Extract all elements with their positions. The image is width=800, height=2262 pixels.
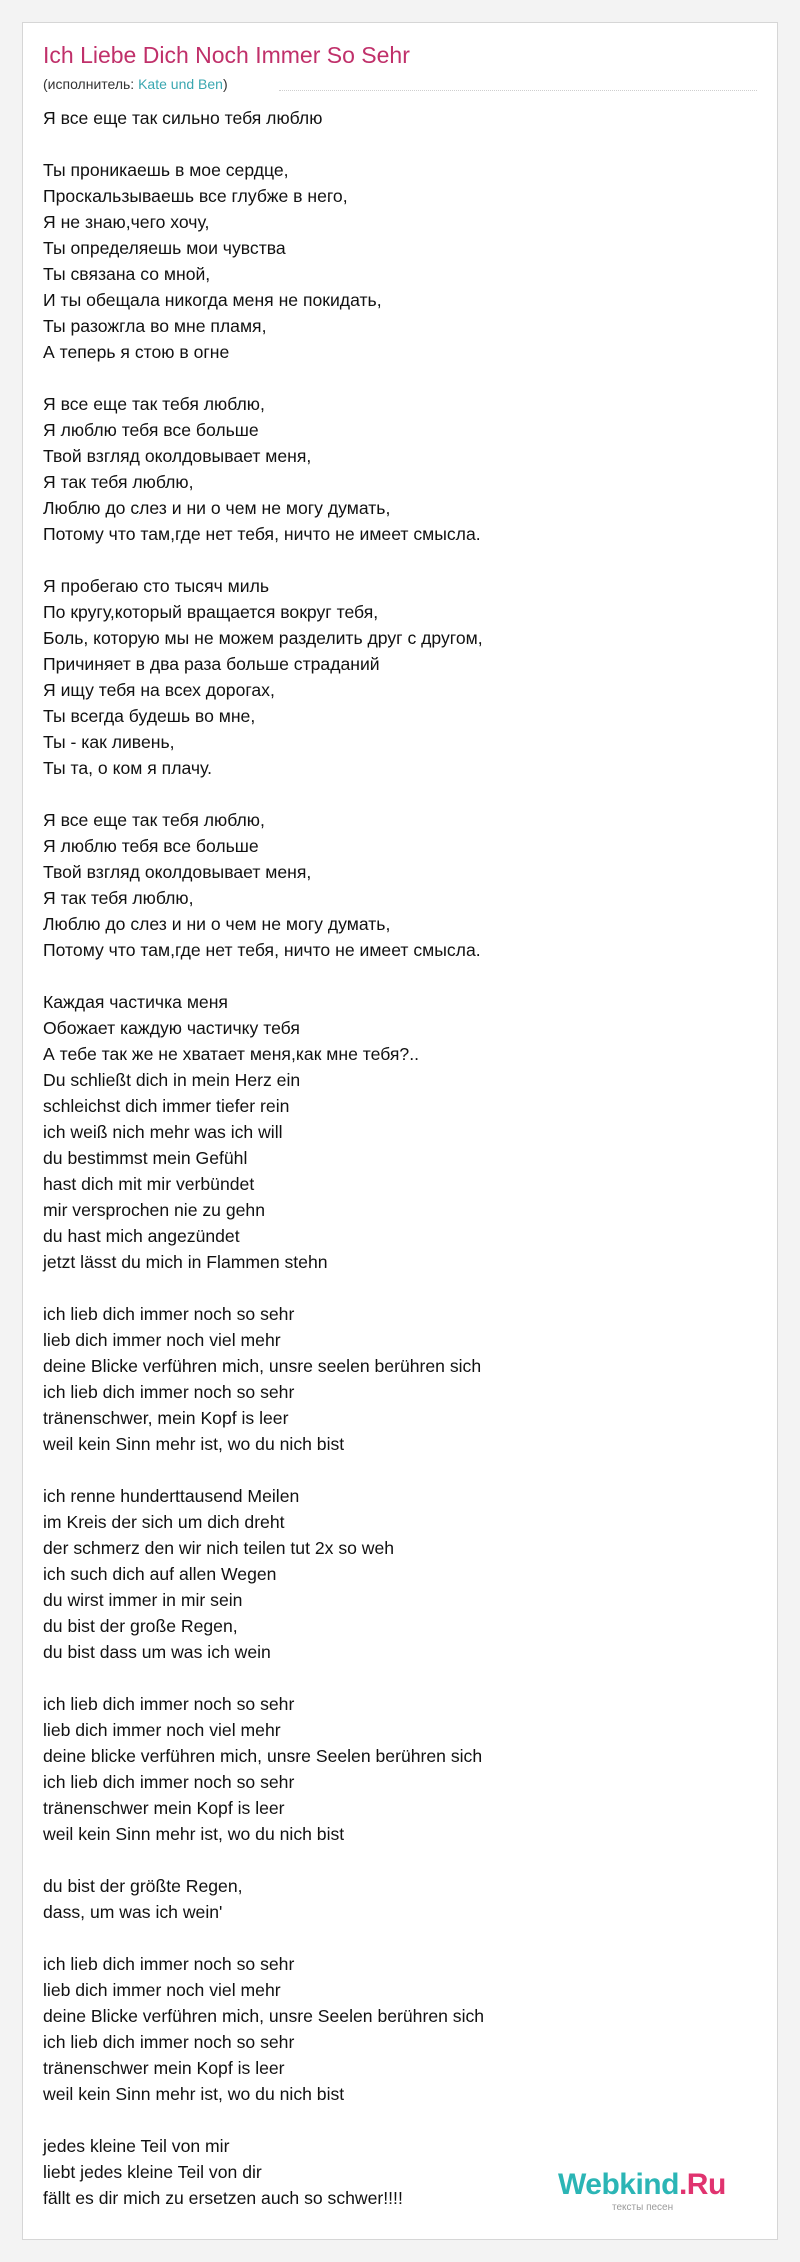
lyric-line: Ты проникаешь в мое сердце, [43,160,289,180]
lyric-line: ich renne hunderttausend Meilen [43,1486,300,1506]
lyric-line: ich lieb dich immer noch so sehr [43,2032,295,2052]
lyric-line: Причиняет в два раза больше страданий [43,654,380,674]
lyric-line: lieb dich immer noch viel mehr [43,1720,281,1740]
lyric-line: Du schließt dich in mein Herz ein [43,1070,301,1090]
lyric-line: du bestimmst mein Gefühl [43,1148,248,1168]
lyric-line: Твой взгляд околдовывает меня, [43,862,312,882]
lyric-line: А теперь я стою в огне [43,342,230,362]
lyrics-stanza [43,1691,743,1847]
lyric-line: fällt es dir mich zu ersetzen auch so schwer!!!! [43,2188,403,2208]
lyric-line: ich weiß nich mehr was ich will [43,1122,283,1142]
lyrics-stanza [43,1951,743,2107]
lyrics-stanza [43,391,743,547]
logo-wordmark [558,2168,726,2202]
lyric-line: ich lieb dich immer noch so sehr [43,1694,295,1714]
lyric-line: По кругу,который вращается вокруг тебя, [43,602,379,622]
lyric-line: lieb dich immer noch viel mehr [43,1330,281,1350]
lyric-line: tränenschwer, mein Kopf is leer [43,1408,289,1428]
lyrics-stanza [43,1873,743,1925]
lyric-line: der schmerz den wir nich teilen tut 2x so weh [43,1538,395,1558]
dotted-divider [279,90,757,91]
logo-tagline: тексты песен [612,2202,674,2213]
lyric-line: jedes kleine Teil von mir [43,2136,230,2156]
song-title: Ich Liebe Dich Noch Immer So Sehr [43,42,410,68]
lyric-line: Я все еще так сильно тебя люблю [43,108,323,128]
lyric-line: Обожает каждую частичку тебя [43,1018,300,1038]
lyric-line: tränenschwer mein Kopf is leer [43,2058,285,2078]
lyric-line: Твой взгляд околдовывает меня, [43,446,312,466]
lyric-line: du bist dass um was ich wein [43,1642,271,1662]
lyric-line: dass, um was ich wein' [43,1902,223,1922]
lyric-line: Я все еще так тебя люблю, [43,394,265,414]
lyric-line: im Kreis der sich um dich dreht [43,1512,285,1532]
lyric-line: du bist der große Regen, [43,1616,238,1636]
lyric-line: weil kein Sinn mehr ist, wo du nich bist [43,2084,345,2104]
lyric-line: Ты всегда будешь во мне, [43,706,256,726]
lyric-line: Ты разожгла во мне пламя, [43,316,267,336]
lyric-line: Ты - как ливень, [43,732,175,752]
lyric-line: Потому что там,где нет тебя, ничто не имеет смысла. [43,940,481,960]
lyrics-body [43,105,743,2237]
lyric-line: weil kein Sinn mehr ist, wo du nich bist [43,1824,345,1844]
lyric-line: lieb dich immer noch viel mehr [43,1980,281,2000]
lyric-line: ich lieb dich immer noch so sehr [43,1772,295,1792]
lyric-line: А тебе так же не хватает меня,как мне тебя?.. [43,1044,419,1064]
lyric-line: Я так тебя люблю, [43,472,194,492]
performer-suffix: ) [222,76,228,92]
lyric-line: Каждая частичка меня [43,992,228,1012]
lyrics-stanza [43,807,743,963]
performer-prefix: (исполнитель: [43,76,139,92]
lyric-line: Я так тебя люблю, [43,888,194,908]
logo-tld: .Ru [678,2168,726,2201]
lyric-line: ich lieb dich immer noch so sehr [43,1304,295,1324]
lyric-line: Боль, которую мы не можем разделить друг с другом, [43,628,483,648]
lyric-line: ich lieb dich immer noch so sehr [43,1954,295,1974]
lyric-line: mir versprochen nie zu gehn [43,1200,265,1220]
lyric-line: liebt jedes kleine Teil von dir [43,2162,262,2182]
lyric-line: deine Blicke verführen mich, unsre Seelen berühren sich [43,2006,485,2026]
lyrics-stanza [43,573,743,781]
lyric-line: ich lieb dich immer noch so sehr [43,1382,295,1402]
lyric-line: Я люблю тебя все больше [43,836,259,856]
lyric-line: Проскальзываешь все глубже в него, [43,186,348,206]
lyrics-stanza [43,157,743,365]
lyric-line: Я не знаю,чего хочу, [43,212,210,232]
lyric-line: Ты связана со мной, [43,264,211,284]
lyric-line: hast dich mit mir verbündet [43,1174,255,1194]
lyric-line: Я ищу тебя на всех дорогах, [43,680,275,700]
lyrics-stanza [43,1301,743,1457]
lyric-line: weil kein Sinn mehr ist, wo du nich bist [43,1434,345,1454]
webkind-logo[interactable] [558,2168,758,2216]
lyric-line: И ты обещала никогда меня не покидать, [43,290,382,310]
lyrics-stanza [43,989,743,1275]
lyric-line: deine blicke verführen mich, unsre Seelen berühren sich [43,1746,483,1766]
lyric-line: du bist der größte Regen, [43,1876,243,1896]
lyric-line: tränenschwer mein Kopf is leer [43,1798,285,1818]
logo-main-text: Webkind [558,2168,679,2201]
lyric-line: Я все еще так тебя люблю, [43,810,265,830]
lyric-line: Люблю до слез и ни о чем не могу думать, [43,498,391,518]
performer-line [43,75,228,93]
lyric-line: Люблю до слез и ни о чем не могу думать, [43,914,391,934]
lyric-line: jetzt lässt du mich in Flammen stehn [43,1252,328,1272]
lyrics-card [22,22,778,2240]
lyric-line: Я люблю тебя все больше [43,420,259,440]
lyric-line: ich such dich auf allen Wegen [43,1564,277,1584]
artist-link[interactable]: Kate und Ben [138,76,223,92]
lyric-line: Ты определяешь мои чувства [43,238,286,258]
lyric-line: deine Blicke verführen mich, unsre seelen berühren sich [43,1356,482,1376]
lyric-line: Я пробегаю сто тысяч миль [43,576,270,596]
lyric-line: Ты та, о ком я плачу. [43,758,212,778]
lyrics-stanza [43,1483,743,1665]
lyric-line: du wirst immer in mir sein [43,1590,243,1610]
lyric-line: du hast mich angezündet [43,1226,240,1246]
lyric-line: Потому что там,где нет тебя, ничто не имеет смысла. [43,524,481,544]
lyrics-stanza [43,105,743,131]
lyric-line: schleichst dich immer tiefer rein [43,1096,290,1116]
